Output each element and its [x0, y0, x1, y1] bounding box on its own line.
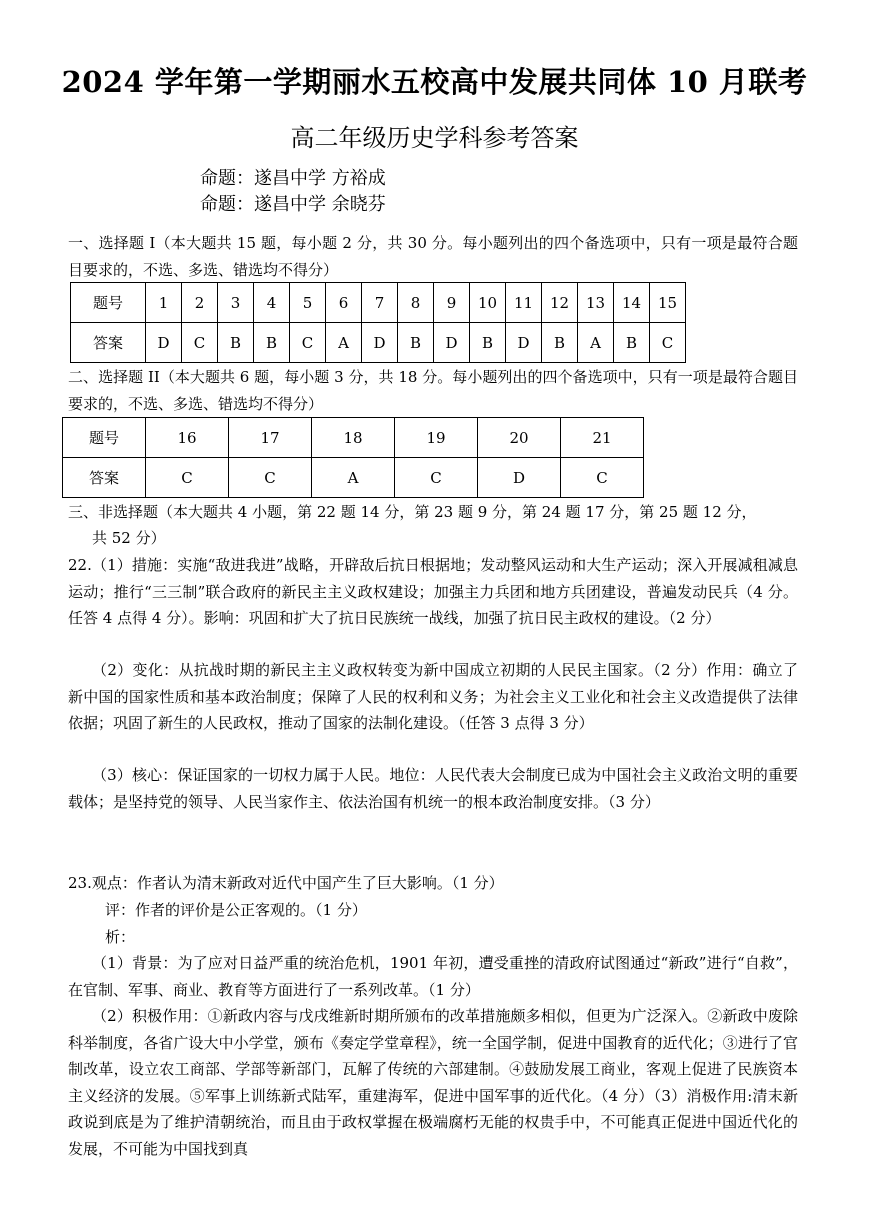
- question-number: 11: [506, 283, 542, 323]
- answer-cell: D: [434, 323, 470, 363]
- answer-cell: C: [561, 458, 644, 498]
- answer-cell: D: [478, 458, 561, 498]
- table-row-answers: [71, 323, 686, 363]
- answer-cell: B: [614, 323, 650, 363]
- page-title: 2024 学年第一学期丽水五校高中发展共同体 10 月联考: [61, 65, 808, 99]
- question-number: 13: [578, 283, 614, 323]
- table-row-answers: [63, 458, 644, 498]
- answer-cell: C: [182, 323, 218, 363]
- answer-cell: B: [254, 323, 290, 363]
- question-number: 4: [254, 283, 290, 323]
- page-subtitle: 高二年级历史学科参考答案: [290, 124, 579, 152]
- table-row-questions: [71, 283, 686, 323]
- answer-cell: B: [542, 323, 578, 363]
- answer-cell: A: [326, 323, 362, 363]
- answer-table-2: [62, 417, 644, 498]
- section2-intro: 二、选择题 II（本大题共 6 题，每小题 3 分，共 18 分。每小题列出的四个备选项中，只有一项是最符合题目要求的，不选、多选、错选均不得分）: [68, 368, 798, 413]
- question-number: 5: [290, 283, 326, 323]
- answer-cell: C: [229, 458, 312, 498]
- question-number: 1: [146, 283, 182, 323]
- section3-intro-line2: 共 52 分）: [92, 529, 166, 547]
- answer-cell: A: [578, 323, 614, 363]
- row-label-answer: 答案: [63, 458, 146, 498]
- question-number: 7: [362, 283, 398, 323]
- answer-cell: C: [650, 323, 686, 363]
- question-number: 9: [434, 283, 470, 323]
- question-number: 10: [470, 283, 506, 323]
- row-label-question: 题号: [63, 418, 146, 458]
- question-number: 6: [326, 283, 362, 323]
- section1-intro: 一、选择题 I（本大题共 15 题，每小题 2 分，共 30 分。每小题列出的四个备选项中，只有一项是最符合题目要求的，不选、多选、错选均不得分）: [68, 234, 798, 279]
- author-line-2: 命题：遂昌中学 余晓芬: [200, 194, 386, 215]
- table-row-questions: [63, 418, 644, 458]
- question-number: 20: [478, 418, 561, 458]
- q23-part2: （2）积极作用：①新政内容与戊戌维新时期所颁布的改革措施颇多相似，但更为广泛深入。②新政中废除科举制度，各省广设大中小学堂，颁布《奏定学堂章程》，统一全国学制，促进中国教育的近代化；③进行了官制改革，设立农工商部、学部等新部门，瓦解了传统的六部建制。④鼓励发展工商业，客观上促进了民族资本主义经济的发展。⑤军事上训练新式陆军，重建海军，促进中国军事的近代化。（4 分）（3）消极作用:清末新政说到底是为了维护清朝统治，而且由于政权掌握在极端腐朽无能的权贵手中，不可能真正促进中国近代化的发展，不可能为中国找到真: [68, 1007, 798, 1158]
- q23-comment: 评：作者的评价是公正客观的。（1 分）: [105, 901, 367, 919]
- answer-cell: C: [395, 458, 478, 498]
- answer-cell: B: [398, 323, 434, 363]
- question-number: 14: [614, 283, 650, 323]
- question-number: 3: [218, 283, 254, 323]
- q22-part1: 22.（1）措施：实施“敌进我进”战略，开辟敌后抗日根据地；发动整风运动和大生产运动；深入开展减租减息运动；推行“三三制”联合政府的新民主主义政权建设；加强主力兵团和地方兵团建设，普遍发动民兵（4 分。任答 4 点得 4 分）。影响：巩固和扩大了抗日民族统一战线，加强了抗日民主政权的建设。（2 分）: [68, 556, 798, 627]
- answer-cell: D: [506, 323, 542, 363]
- q22-part2: （2）变化：从抗战时期的新民主主义政权转变为新中国成立初期的人民民主国家。（2 分）作用：确立了新中国的国家性质和基本政治制度；保障了人民的权利和义务；为社会主义工业化和社会主义改造提供了法律依据；巩固了新生的人民政权，推动了国家的法制化建设。（任答 3 点得 3 分）: [68, 661, 798, 732]
- answer-cell: A: [312, 458, 395, 498]
- question-number: 15: [650, 283, 686, 323]
- answer-cell: B: [470, 323, 506, 363]
- question-number: 21: [561, 418, 644, 458]
- answer-table-1: [70, 282, 686, 363]
- q22-part3: （3）核心：保证国家的一切权力属于人民。地位：人民代表大会制度已成为中国社会主义政治文明的重要载体；是坚持党的领导、人民当家作主、依法治国有机统一的根本政治制度安排。（3 分）: [68, 766, 798, 811]
- question-number: 19: [395, 418, 478, 458]
- question-number: 16: [146, 418, 229, 458]
- q23-viewpoint: 23.观点：作者认为清末新政对近代中国产生了巨大影响。（1 分）: [68, 874, 504, 892]
- row-label-answer: 答案: [71, 323, 146, 363]
- q23-part1: （1）背景：为了应对日益严重的统治危机，1901 年初，遭受重挫的清政府试图通过“新政”进行“自救”，在官制、军事、商业、教育等方面进行了一系列改革。（1 分）: [68, 954, 798, 999]
- question-number: 12: [542, 283, 578, 323]
- question-number: 17: [229, 418, 312, 458]
- q23-analysis-label: 析：: [105, 928, 136, 946]
- answer-cell: B: [218, 323, 254, 363]
- section3-intro-line1: 三、非选择题（本大题共 4 小题，第 22 题 14 分，第 23 题 9 分，第 24 题 17 分，第 25 题 12 分，: [68, 503, 757, 521]
- question-number: 8: [398, 283, 434, 323]
- author-line-1: 命题：遂昌中学 方裕成: [200, 168, 386, 189]
- question-number: 18: [312, 418, 395, 458]
- row-label-question: 题号: [71, 283, 146, 323]
- answer-cell: C: [290, 323, 326, 363]
- answer-cell: D: [146, 323, 182, 363]
- question-number: 2: [182, 283, 218, 323]
- answer-cell: C: [146, 458, 229, 498]
- answer-cell: D: [362, 323, 398, 363]
